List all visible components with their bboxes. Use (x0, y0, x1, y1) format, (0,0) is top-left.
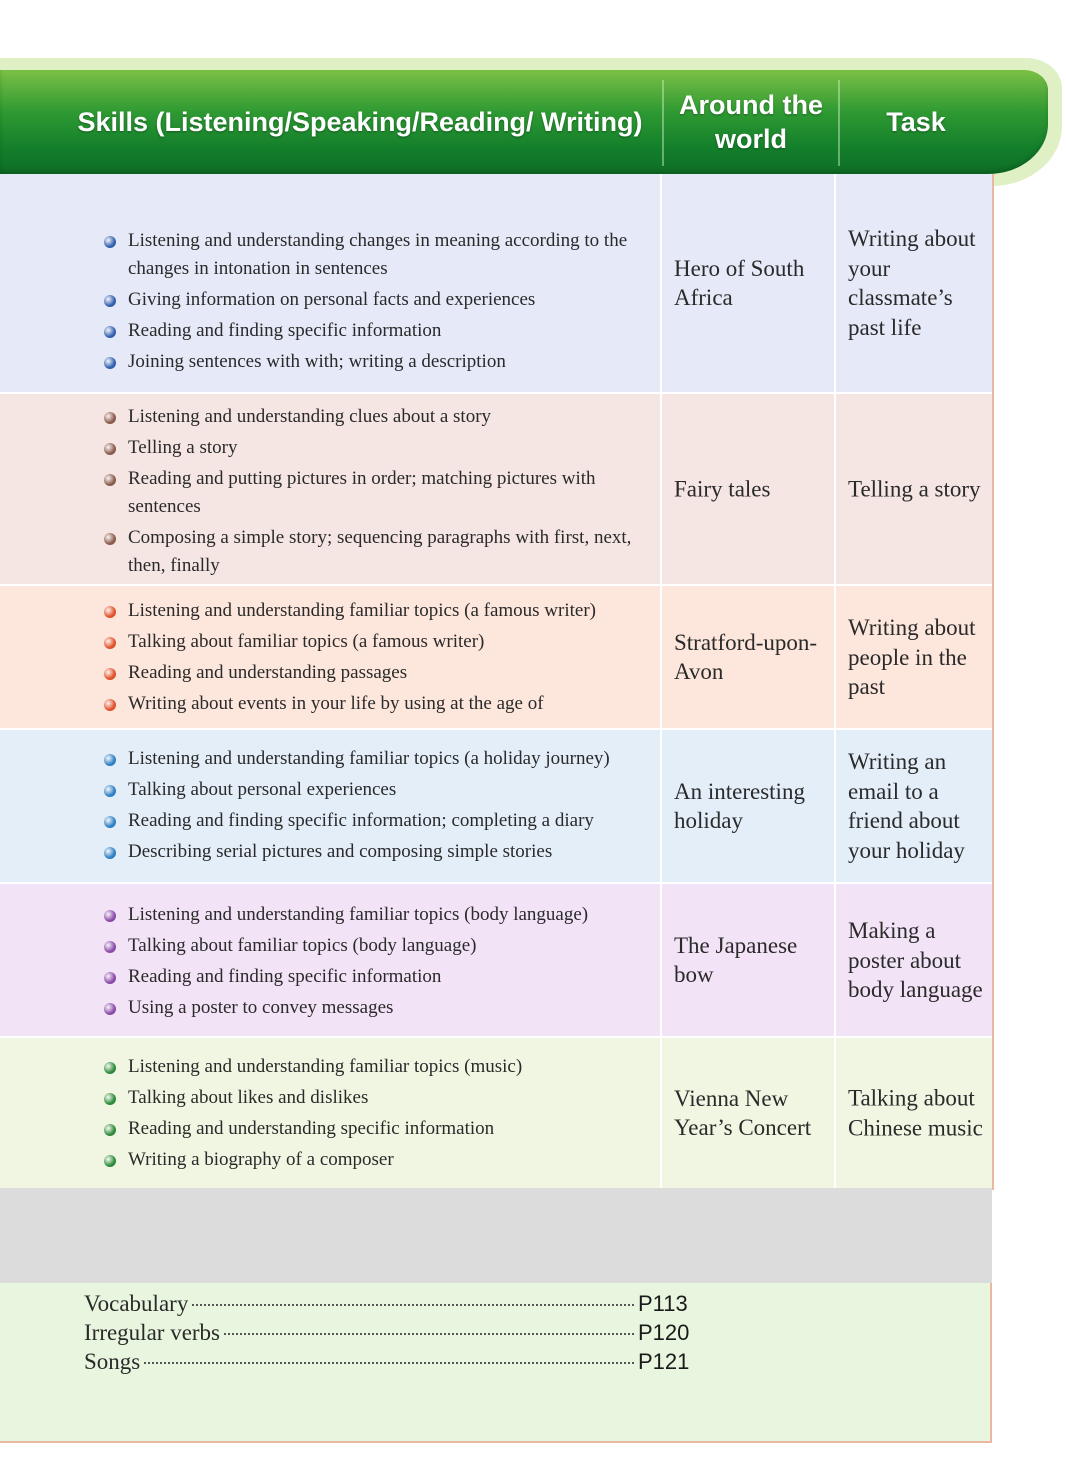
world-topic: Vienna New Year’s Concert (674, 1086, 812, 1140)
bullet-icon (104, 1155, 116, 1167)
skill-item: Listening and understanding familiar topics (body language) (104, 901, 638, 929)
skills-list (0, 1050, 660, 1177)
bullet-icon (104, 972, 116, 984)
skills-list (0, 742, 660, 869)
bullet-icon (104, 847, 116, 859)
bullet-icon (104, 412, 116, 424)
task-cell (836, 586, 992, 728)
skills-cell (0, 730, 660, 882)
skill-item: Composing a simple story; sequencing paragraphs with first, next, then, finally (104, 524, 638, 580)
bullet-icon (104, 816, 116, 828)
contents-table (0, 174, 994, 1190)
skills-list (0, 898, 660, 1025)
appendix-label: Vocabulary (84, 1291, 189, 1316)
skill-item: Reading and finding specific information (104, 317, 638, 345)
header-around-the-world: Around the world (679, 90, 823, 154)
bullet-icon (104, 533, 116, 545)
skill-item: Joining sentences with with; writing a description (104, 348, 638, 376)
bullet-icon (104, 1062, 116, 1074)
task-cell (836, 884, 992, 1036)
bullet-icon (104, 637, 116, 649)
unit-row-4 (0, 730, 992, 884)
skill-item: Listening and understanding familiar topics (music) (104, 1053, 638, 1081)
skill-item: Listening and understanding familiar topics (a famous writer) (104, 597, 638, 625)
bullet-icon (104, 474, 116, 486)
skill-item: Talking about familiar topics (a famous writer) (104, 628, 638, 656)
header-skills: Skills (Listening/Speaking/Reading/ Writing) (77, 107, 643, 137)
skill-item: Telling a story (104, 434, 638, 462)
task-text: Making a poster about body language (848, 917, 983, 1002)
bullet-icon (104, 941, 116, 953)
skills-cell (0, 884, 660, 1036)
skill-item: Reading and finding specific information (104, 963, 638, 991)
skills-cell (0, 174, 660, 392)
appendix-entry-vocabulary[interactable] (84, 1291, 696, 1320)
appendix-label: Songs (84, 1349, 141, 1374)
appendix-page: P121 (638, 1349, 690, 1374)
unit-row-1 (0, 174, 992, 394)
bullet-icon (104, 326, 116, 338)
skill-item: Giving information on personal facts and experiences (104, 286, 638, 314)
skills-list (0, 224, 660, 379)
bullet-icon (104, 754, 116, 766)
bullet-icon (104, 295, 116, 307)
world-topic: Fairy tales (674, 476, 771, 502)
dot-leader (192, 1304, 634, 1306)
bullet-icon (104, 668, 116, 680)
appendix-entry-songs[interactable] (84, 1349, 696, 1378)
task-cell (836, 394, 992, 584)
skill-item: Talking about personal experiences (104, 776, 638, 804)
bullet-icon (104, 1003, 116, 1015)
unit-row-5 (0, 884, 992, 1038)
appendix-entry-irregular-verbs[interactable] (84, 1320, 696, 1349)
task-text: Writing an email to a friend about your holiday (848, 749, 965, 863)
skill-item: Describing serial pictures and composing simple stories (104, 838, 638, 866)
header-task: Task (886, 107, 946, 137)
skill-item: Listening and understanding familiar topics (a holiday journey) (104, 745, 638, 773)
dot-leader (224, 1333, 634, 1335)
task-text: Telling a story (848, 476, 981, 502)
task-text: Writing about people in the past (848, 614, 976, 699)
bullet-icon (104, 606, 116, 618)
skill-item: Talking about familiar topics (body language) (104, 932, 638, 960)
world-cell (660, 730, 836, 882)
bullet-icon (104, 1093, 116, 1105)
world-cell (660, 174, 836, 392)
skill-item: Writing about events in your life by using at the age of (104, 690, 638, 718)
world-topic: The Japanese bow (674, 933, 798, 987)
skill-item: Reading and understanding passages (104, 659, 638, 687)
skills-cell (0, 1038, 660, 1188)
bullet-icon (104, 443, 116, 455)
skill-item: Writing a biography of a composer (104, 1146, 638, 1174)
world-cell (660, 884, 836, 1036)
task-cell (836, 1038, 992, 1188)
dot-leader (144, 1362, 634, 1364)
world-cell (660, 1038, 836, 1188)
bullet-icon (104, 1124, 116, 1136)
task-text: Talking about Chinese music (848, 1085, 983, 1140)
table-header-banner (0, 70, 1048, 174)
world-cell (660, 586, 836, 728)
skills-list (0, 400, 660, 583)
bullet-icon (104, 785, 116, 797)
skill-item: Listening and understanding clues about a story (104, 403, 638, 431)
task-cell (836, 730, 992, 882)
world-topic: Hero of South Africa (674, 256, 805, 310)
appendix-page: P120 (638, 1320, 690, 1345)
skill-item: Listening and understanding changes in meaning according to the changes in intonation in sentences (104, 227, 638, 283)
skill-item: Reading and finding specific information; completing a diary (104, 807, 638, 835)
task-cell (836, 174, 992, 392)
appendix-page: P113 (638, 1291, 688, 1316)
skill-item: Reading and putting pictures in order; matching pictures with sentences (104, 465, 638, 521)
bullet-icon (104, 357, 116, 369)
gray-band (0, 1188, 992, 1283)
world-cell (660, 394, 836, 584)
skills-cell (0, 394, 660, 584)
task-text: Writing about your classmate’s past life (848, 226, 976, 340)
world-topic: Stratford-upon-Avon (674, 630, 818, 684)
unit-row-2 (0, 394, 992, 586)
skills-cell (0, 586, 660, 728)
appendix-label: Irregular verbs (84, 1320, 221, 1345)
skills-list (0, 594, 660, 721)
skill-item: Reading and understanding specific information (104, 1115, 638, 1143)
appendix-section (0, 1283, 992, 1443)
bullet-icon (104, 910, 116, 922)
bullet-icon (104, 699, 116, 711)
skill-item: Talking about likes and dislikes (104, 1084, 638, 1112)
bullet-icon (104, 236, 116, 248)
world-topic: An interesting holiday (674, 779, 805, 833)
skill-item: Using a poster to convey messages (104, 994, 638, 1022)
unit-row-3 (0, 586, 992, 730)
unit-row-6 (0, 1038, 992, 1190)
